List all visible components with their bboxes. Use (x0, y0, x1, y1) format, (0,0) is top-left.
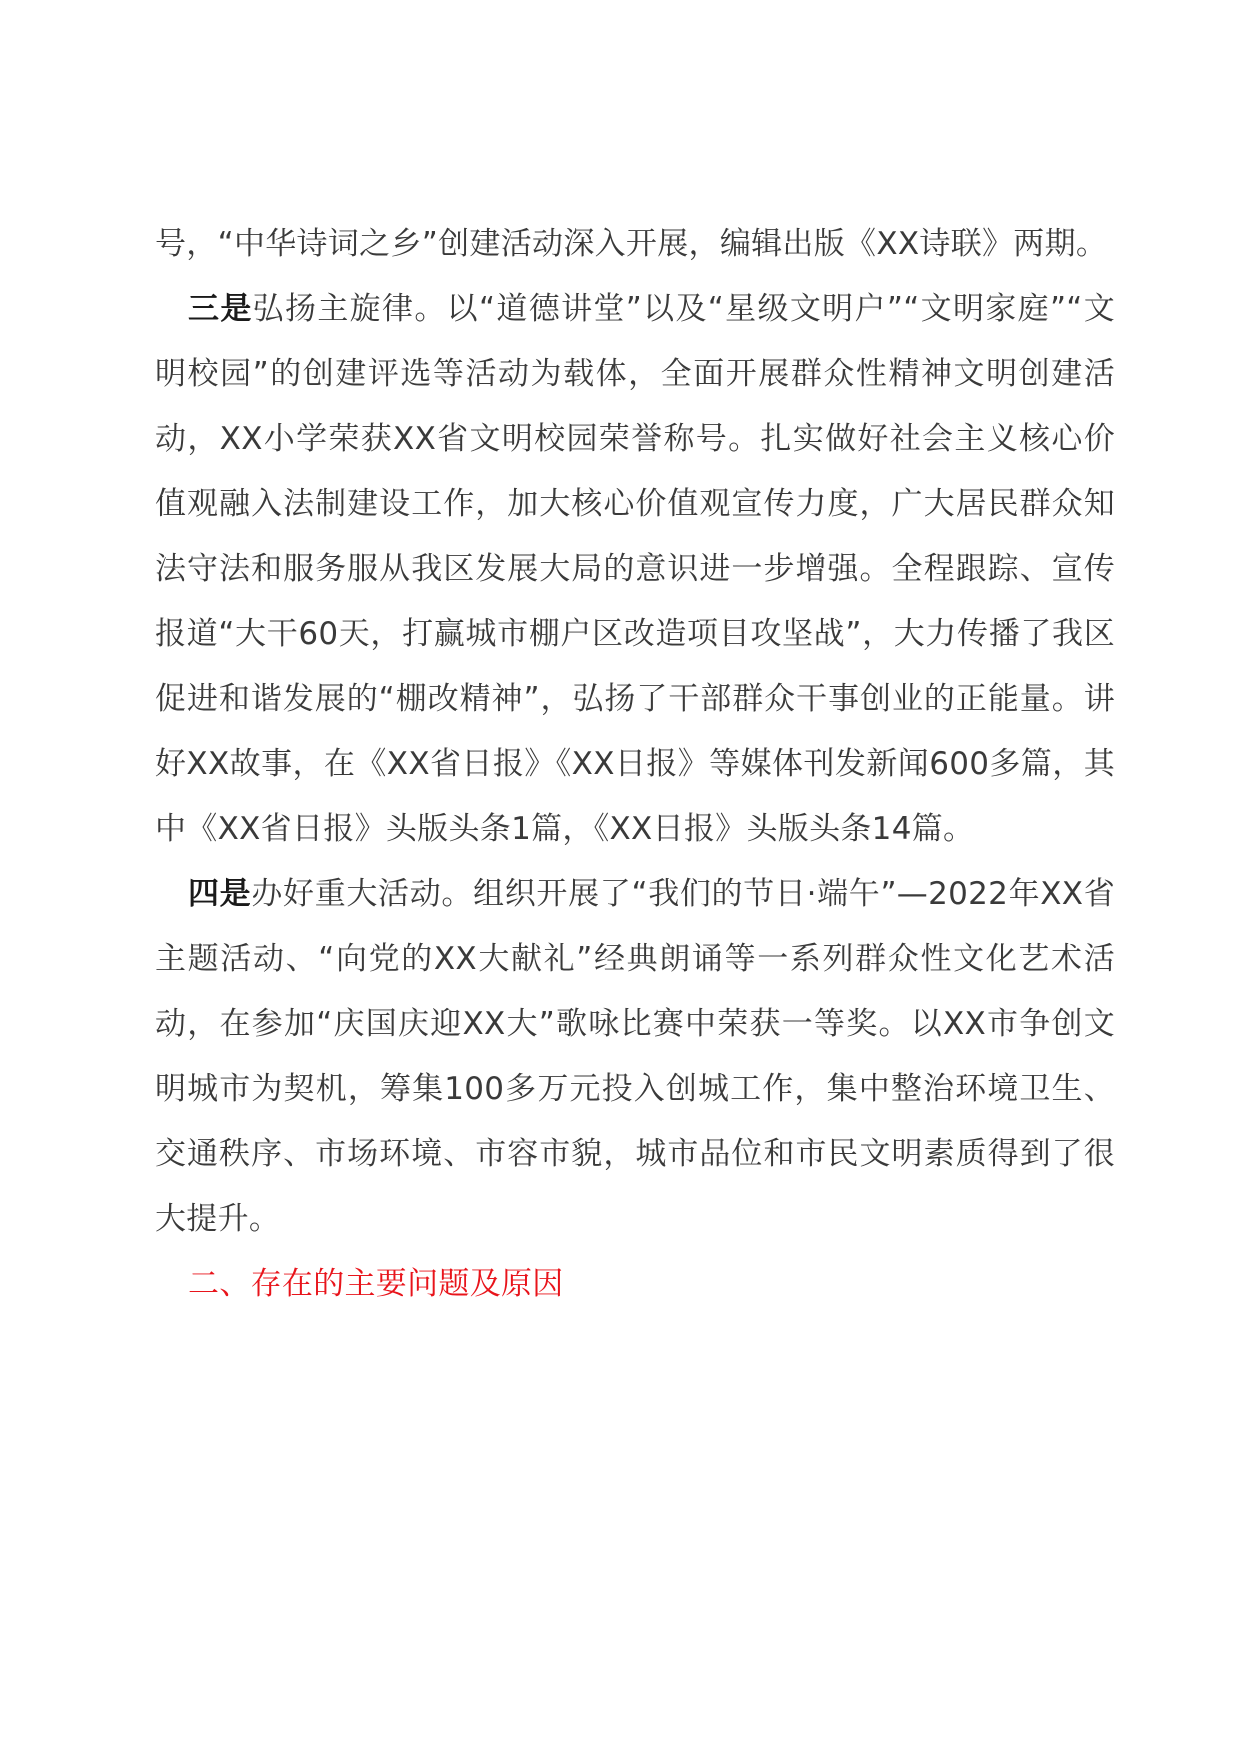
paragraph-text: 号，“中华诗词之乡”创建活动深入开展，编辑出版《XX诗联》两期。 (155, 226, 1108, 262)
paragraph-lead: 四是 (188, 876, 252, 912)
paragraph-text: 弘扬主旋律。以“道德讲堂”以及“星级文明户”“文明家庭”“文明校园”的创建评选等活动为载体，全面开展群众性精神文明创建活动，XX小学荣获XX省文明校园荣誉称号。扎实做好社会主义核心价值观融入法制建设工作，加大核心价值观宣传力度，广大居民群众知法守法和服务服从我区发展大局的意识进一步增强。全程跟踪、宣传报道“大干60天，打赢城市棚户区改造项目攻坚战”，大力传播了我区促进和谐发展的“棚改精神”，弘扬了干部群众干事创业的正能量。讲好XX故事，在《XX省日报》《XX日报》等媒体刊发新闻600多篇，其中《XX省日报》头版头条1篇，《XX日报》头版头条14篇。 (155, 291, 1115, 847)
paragraph-point-four (155, 862, 1115, 1252)
paragraph-lead: 三是 (188, 291, 253, 327)
paragraph-continuation (155, 212, 1115, 277)
document-body (155, 212, 1115, 1317)
paragraph-point-three (155, 277, 1115, 862)
section-heading: 二、存在的主要问题及原因 (188, 1266, 564, 1302)
paragraph-text: 办好重大活动。组织开展了“我们的节日·端午”—2022年XX省主题活动、“向党的XX大献礼”经典朗诵等一系列群众性文化艺术活动，在参加“庆国庆迎XX大”歌咏比赛中荣获一等奖。以XX市争创文明城市为契机，筹集100多万元投入创城工作，集中整治环境卫生、交通秩序、市场环境、市容市貌，城市品位和市民文明素质得到了很大提升。 (155, 876, 1115, 1237)
